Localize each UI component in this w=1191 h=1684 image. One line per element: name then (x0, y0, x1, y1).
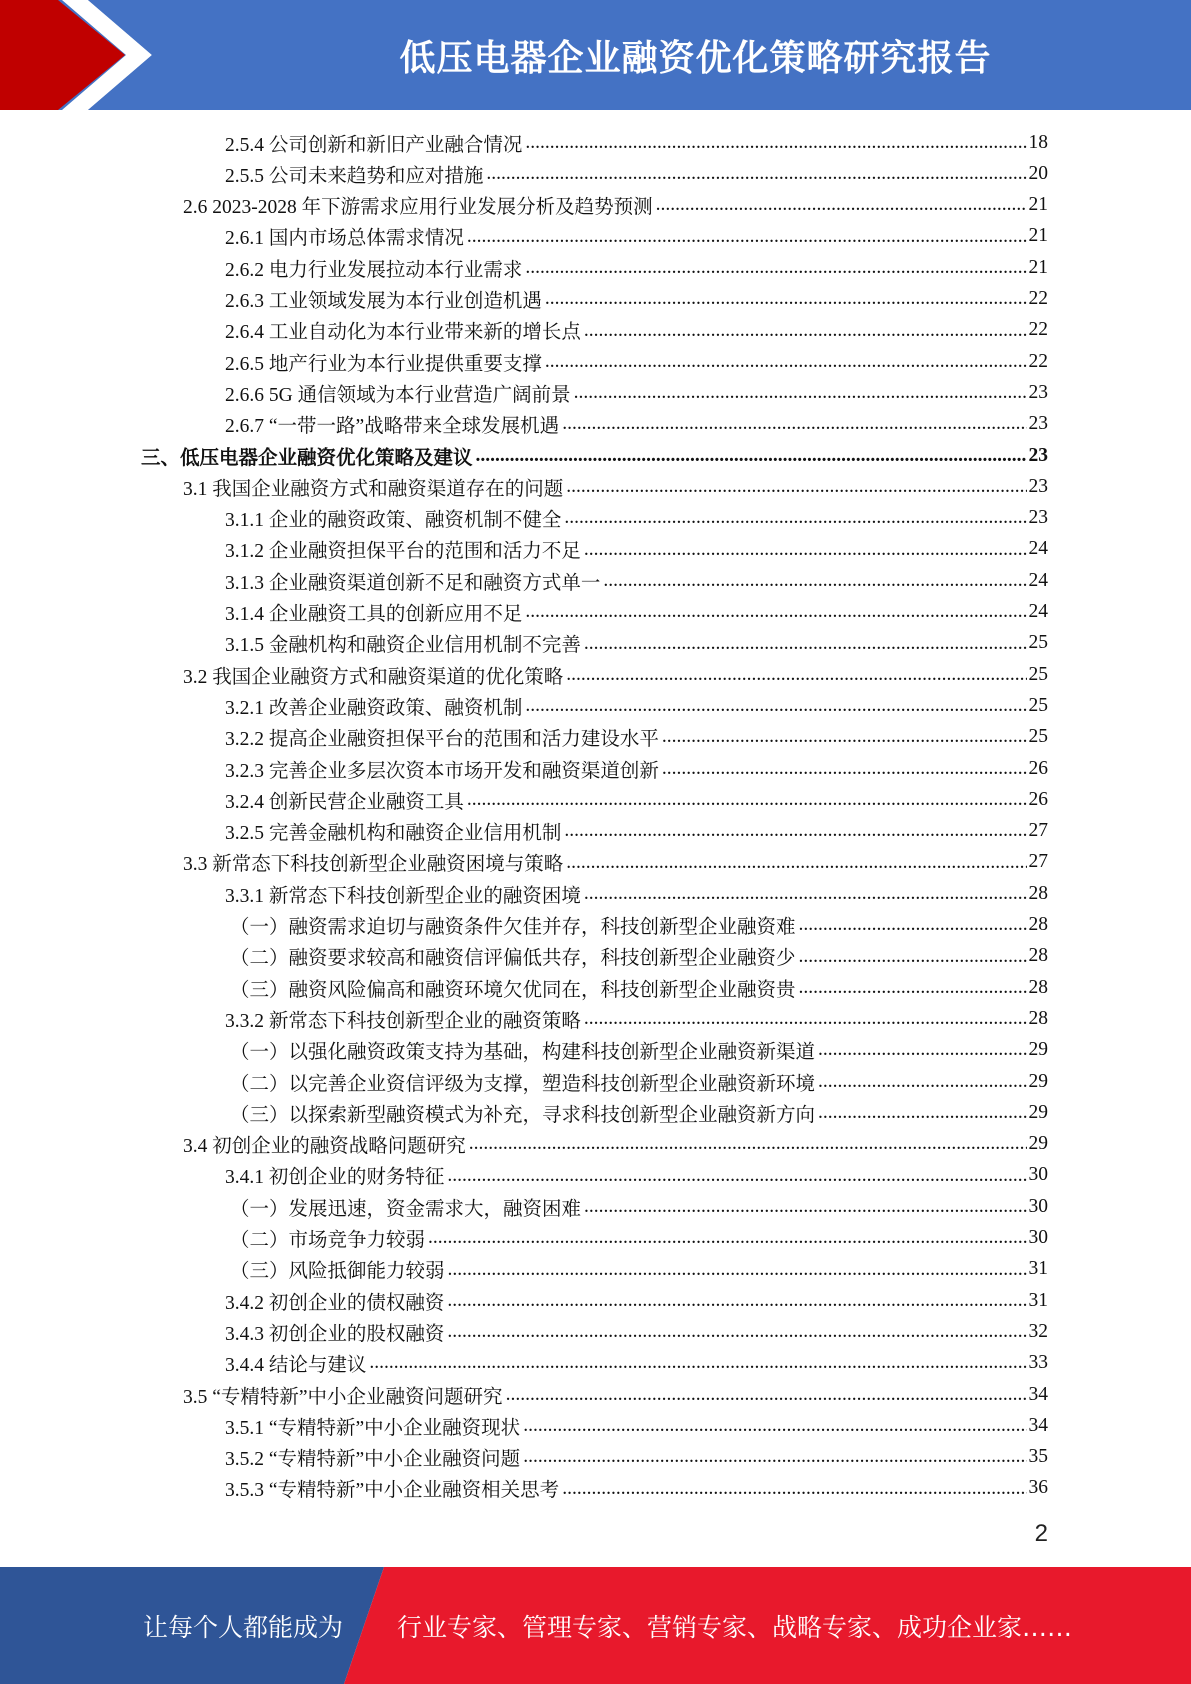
toc-entry[interactable] (225, 1285, 1048, 1316)
toc-dot-leader (584, 539, 1027, 562)
toc-entry-page: 34 (1028, 1383, 1048, 1405)
toc-entry-title: 3.2 我国企业融资方式和融资渠道的优化策略 (183, 666, 564, 688)
toc-entry-page: 31 (1028, 1258, 1048, 1280)
toc-entry-page: 29 (1028, 1133, 1048, 1155)
toc-entry-page: 30 (1028, 1164, 1048, 1186)
toc-entry[interactable] (225, 158, 1048, 189)
toc-dot-leader (562, 1478, 1026, 1501)
toc-entry-page: 28 (1028, 945, 1048, 967)
toc-entry[interactable] (183, 659, 1048, 690)
toc-dot-leader (545, 288, 1027, 311)
toc-entry-title: 3.5.1 “专精特新”中小企业融资现状 (225, 1417, 521, 1439)
page-footer (0, 1567, 1191, 1684)
toc-dot-leader (428, 1227, 1026, 1250)
toc-entry-title: 3.2.1 改善企业融资政策、融资机制 (225, 697, 523, 719)
toc-entry-title: 3.1 我国企业融资方式和融资渠道存在的问题 (183, 478, 564, 500)
toc-entry[interactable] (230, 941, 1048, 972)
toc-entry[interactable] (230, 1191, 1048, 1222)
toc-dot-leader (584, 1008, 1027, 1031)
toc-entry-title: 3.4 初创企业的融资战略问题研究 (183, 1136, 466, 1158)
toc-entry[interactable] (225, 1003, 1048, 1034)
toc-entry-title: 3.1.4 企业融资工具的创新应用不足 (225, 604, 523, 625)
toc-entry-title: 3.3.1 新常态下科技创新型企业的融资困境 (225, 885, 581, 907)
toc-dot-leader (525, 601, 1026, 624)
toc-dot-leader (467, 226, 1027, 249)
toc-dot-leader (525, 257, 1026, 280)
toc-entry-title: 2.6.1 国内市场总体需求情况 (225, 228, 464, 250)
toc-entry-title: 2.6.7 “一带一路”战略带来全球发展机遇 (225, 416, 560, 438)
toc-dot-leader (486, 163, 1026, 186)
toc-entry[interactable] (225, 346, 1048, 377)
toc-entry[interactable] (183, 190, 1048, 221)
toc-dot-leader (476, 445, 1027, 468)
toc-entry-title: 2.6.5 地产行业为本行业提供重要支撑 (225, 353, 542, 375)
toc-entry-page: 25 (1028, 694, 1048, 716)
toc-dot-leader (799, 977, 1027, 1000)
toc-entry-title: （三）以探索新型融资模式为补充，寻求科技创新型企业融资新方向 (230, 1104, 816, 1126)
toc-dot-leader (447, 1290, 1026, 1313)
toc-dot-leader (447, 1321, 1026, 1344)
toc-entry[interactable] (225, 690, 1048, 721)
toc-entry[interactable] (225, 878, 1048, 909)
toc-dot-leader (545, 351, 1027, 374)
toc-entry-page: 30 (1028, 1227, 1048, 1248)
toc-entry[interactable] (183, 1129, 1048, 1160)
header-arrow-decoration (0, 0, 160, 110)
toc-entry-page: 26 (1028, 757, 1048, 779)
toc-entry-page: 23 (1028, 413, 1048, 435)
toc-entry-page: 25 (1028, 632, 1048, 654)
toc-entry-page: 22 (1028, 350, 1048, 372)
toc-entry[interactable] (225, 753, 1048, 784)
toc-entry-title: 3.4.4 结论与建议 (225, 1355, 367, 1377)
toc-entry-title: 3.1.1 企业的融资政策、融资机制不健全 (225, 510, 562, 532)
toc-entry-page: 29 (1028, 1101, 1048, 1123)
toc-entry-page: 24 (1028, 601, 1048, 622)
toc-entry-title: 2.6.2 电力行业发展拉动本行业需求 (225, 259, 523, 281)
toc-entry-page: 21 (1028, 194, 1048, 216)
toc-entry[interactable] (183, 847, 1048, 878)
toc-dot-leader (566, 852, 1026, 875)
toc-entry-title: 3.2.3 完善企业多层次资本市场开发和融资渠道创新 (225, 760, 659, 782)
toc-dot-leader (566, 664, 1026, 687)
toc-entry-page: 36 (1028, 1477, 1048, 1499)
toc-entry-title: 3.2.4 创新民营企业融资工具 (225, 791, 464, 813)
toc-entry[interactable] (225, 565, 1048, 596)
toc-entry[interactable] (225, 409, 1048, 440)
toc-entry-page: 23 (1028, 475, 1048, 497)
toc-entry-title: 3.5.2 “专精特新”中小企业融资问题 (225, 1449, 521, 1471)
toc-entry-title: 3.4.2 初创企业的债权融资 (225, 1292, 445, 1314)
footer-slogan-right: 行业专家、管理专家、营销专家、战略专家、成功企业家…… (397, 1612, 1073, 1642)
toc-entry[interactable] (225, 1410, 1048, 1441)
toc-entry[interactable] (225, 1160, 1048, 1191)
toc-entry-title: 3.5.3 “专精特新”中小企业融资相关思考 (225, 1480, 560, 1502)
toc-entry[interactable] (225, 377, 1048, 408)
toc-entry-title: 3.3 新常态下科技创新型企业融资困境与策略 (183, 854, 564, 876)
toc-dot-leader (525, 132, 1026, 155)
toc-dot-leader (799, 914, 1027, 937)
toc-entry-title: 2.6.6 5G 通信领域为本行业营造广阔前景 (225, 384, 571, 406)
toc-entry[interactable] (230, 972, 1048, 1003)
toc-entry-title: 3.5 “专精特新”中小企业融资问题研究 (183, 1386, 503, 1408)
toc-entry[interactable] (225, 1316, 1048, 1347)
toc-dot-leader (799, 946, 1027, 969)
toc-entry-page: 22 (1028, 319, 1048, 341)
toc-entry[interactable] (183, 1379, 1048, 1410)
toc-dot-leader (467, 789, 1027, 812)
toc-entry[interactable] (225, 1348, 1048, 1379)
toc-entry-page: 27 (1028, 820, 1048, 842)
toc-entry[interactable] (183, 471, 1048, 502)
report-title: 低压电器企业融资优化策略研究报告 (399, 37, 992, 79)
toc-entry-page: 32 (1028, 1320, 1048, 1342)
toc-entry[interactable] (225, 252, 1048, 283)
toc-entry-page: 34 (1028, 1414, 1048, 1436)
toc-entry-title: 三、低压电器企业融资优化策略及建议 (141, 447, 473, 469)
toc-entry-page: 23 (1028, 381, 1048, 403)
toc-entry[interactable] (225, 127, 1048, 158)
toc-dot-leader (818, 1102, 1026, 1125)
toc-entry[interactable] (225, 503, 1048, 534)
toc-entry-page: 24 (1028, 569, 1048, 591)
toc-entry[interactable] (225, 597, 1048, 628)
footer-slogan-left: 让每个人都能成为 (143, 1612, 344, 1642)
toc-dot-leader (564, 507, 1026, 530)
toc-entry-page: 28 (1028, 882, 1048, 904)
toc-entry[interactable] (225, 628, 1048, 659)
toc-entry-title: （三）风险抵御能力较弱 (230, 1261, 445, 1283)
toc-dot-leader (564, 820, 1026, 843)
toc-dot-leader (584, 883, 1027, 906)
page-header (0, 0, 1191, 110)
toc-entry-page: 29 (1028, 1070, 1048, 1092)
toc-entry-title: （三）融资风险偏高和融资环境欠优同在，科技创新型企业融资贵 (230, 979, 796, 1001)
toc-entry[interactable] (230, 1066, 1048, 1097)
toc-dot-leader (506, 1384, 1027, 1407)
toc-dot-leader (562, 413, 1026, 436)
toc-entry-page: 31 (1028, 1289, 1048, 1311)
toc-entry[interactable] (225, 784, 1048, 815)
toc-entry[interactable] (225, 1473, 1048, 1504)
toc-dot-leader (447, 1165, 1026, 1188)
toc-entry-title: 2.5.5 公司未来趋势和应对措施 (225, 165, 484, 187)
toc-entry[interactable] (225, 816, 1048, 847)
toc-entry[interactable] (225, 284, 1048, 315)
toc-entry-title: （一）以强化融资政策支持为基础，构建科技创新型企业融资新渠道 (230, 1042, 816, 1064)
toc-entry-page: 33 (1028, 1352, 1048, 1374)
toc-entry-page: 25 (1028, 726, 1048, 748)
toc-entry-title: （一）发展迅速，资金需求大，融资困难 (230, 1198, 582, 1220)
toc-entry-title: 3.1.2 企业融资担保平台的范围和活力不足 (225, 541, 581, 563)
toc-dot-leader (584, 1196, 1026, 1219)
toc-entry-page: 25 (1028, 663, 1048, 685)
toc-entry-page: 35 (1028, 1446, 1048, 1468)
toc-entry-page: 23 (1028, 507, 1048, 529)
toc-entry[interactable] (230, 1035, 1048, 1066)
toc-entry-page: 28 (1028, 1007, 1048, 1029)
toc-entry-title: 2.6.4 工业自动化为本行业带来新的增长点 (225, 322, 581, 344)
toc-entry-page: 24 (1028, 538, 1048, 560)
toc-entry-title: （二）以完善企业资信评级为支撑，塑造科技创新型企业融资新环境 (230, 1073, 816, 1095)
toc-entry-title: 3.4.1 初创企业的财务特征 (225, 1167, 445, 1189)
toc-dot-leader (566, 476, 1026, 499)
toc-dot-leader (584, 633, 1027, 656)
toc-dot-leader (603, 570, 1026, 593)
toc-entry-page: 30 (1028, 1195, 1048, 1217)
toc-entry[interactable] (230, 910, 1048, 941)
toc-entry-page: 27 (1028, 851, 1048, 873)
toc-entry-title: 3.1.3 企业融资渠道创新不足和融资方式单一 (225, 572, 601, 594)
toc-entry-title: 2.6 2023-2028 年下游需求应用行业发展分析及趋势预测 (183, 197, 653, 219)
toc-entry-title: 2.5.4 公司创新和新旧产业融合情况 (225, 134, 523, 156)
toc-entry-page: 29 (1028, 1039, 1048, 1061)
toc-entry-page: 26 (1028, 788, 1048, 810)
toc-entry-page: 21 (1028, 225, 1048, 247)
toc-dot-leader (584, 320, 1027, 343)
toc-entry-title: 3.2.5 完善金融机构和融资企业信用机制 (225, 823, 562, 845)
toc-entry-title: 3.1.5 金融机构和融资企业信用机制不完善 (225, 635, 581, 657)
toc-dot-leader (448, 1259, 1027, 1282)
toc-dot-leader (525, 695, 1026, 718)
toc-dot-leader (574, 382, 1027, 405)
toc-entry-page: 18 (1028, 131, 1048, 153)
toc-entry-title: （二）融资要求较高和融资信评偏低共存，科技创新型企业融资少 (230, 948, 796, 970)
toc-dot-leader (369, 1352, 1026, 1375)
toc-entry-page: 28 (1028, 914, 1048, 935)
toc-entry[interactable] (225, 315, 1048, 346)
toc-dot-leader (469, 1133, 1027, 1156)
toc-entry[interactable] (225, 722, 1048, 753)
toc-entry[interactable] (225, 1442, 1048, 1473)
toc-entry[interactable] (225, 534, 1048, 565)
toc-entry[interactable] (230, 1097, 1048, 1128)
toc-entry-title: 2.6.3 工业领域发展为本行业创造机遇 (225, 291, 542, 312)
toc-entry[interactable] (141, 440, 1048, 471)
toc-entry[interactable] (225, 221, 1048, 252)
toc-dot-leader (662, 758, 1027, 781)
toc-entry-title: 3.3.2 新常态下科技创新型企业的融资策略 (225, 1010, 581, 1032)
page-number: 2 (1034, 1520, 1048, 1547)
toc-entry-page: 22 (1028, 288, 1048, 309)
toc-dot-leader (656, 194, 1027, 217)
toc-entry-title: 3.2.2 提高企业融资担保平台的范围和活力建设水平 (225, 729, 659, 751)
toc-entry-page: 23 (1028, 444, 1048, 466)
toc-entry-page: 21 (1028, 256, 1048, 278)
toc-entry-title: （二）市场竞争力较弱 (230, 1230, 426, 1251)
toc-dot-leader (818, 1071, 1026, 1094)
toc-entry-page: 20 (1028, 162, 1048, 184)
toc-entry-title: （一）融资需求迫切与融资条件欠佳并存，科技创新型企业融资难 (230, 917, 796, 938)
toc-dot-leader (662, 726, 1027, 749)
toc-dot-leader (523, 1415, 1026, 1438)
toc-entry-page: 28 (1028, 976, 1048, 998)
toc-entry-title: 3.4.3 初创企业的股权融资 (225, 1323, 445, 1345)
toc-entry[interactable] (230, 1223, 1048, 1254)
toc-dot-leader (818, 1039, 1026, 1062)
toc-dot-leader (523, 1446, 1026, 1469)
toc-entry[interactable] (230, 1254, 1048, 1285)
